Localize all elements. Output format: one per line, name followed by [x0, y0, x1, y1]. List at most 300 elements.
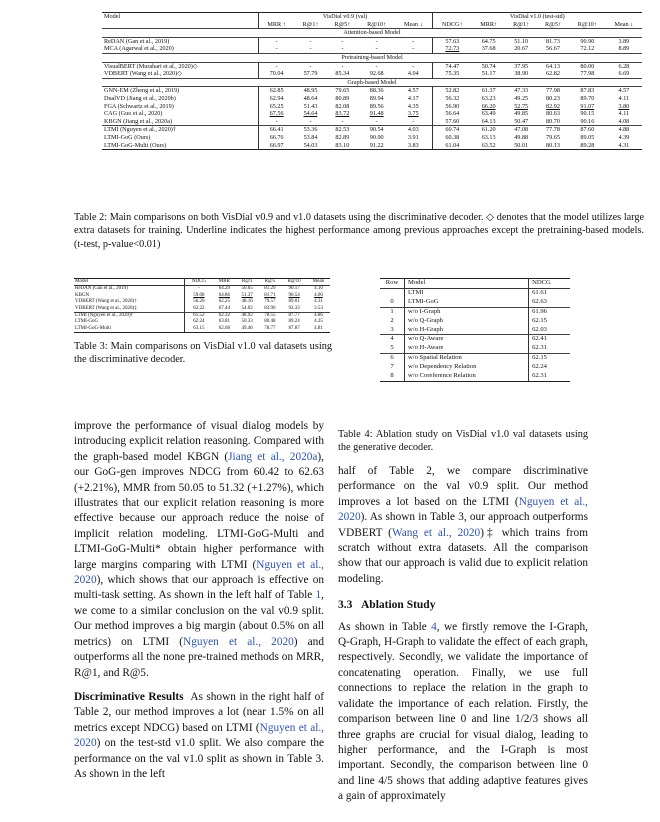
model-name: DualVD (Jiang et al., 2020b) — [102, 95, 258, 103]
model-name: w/o Q-Graph — [405, 317, 529, 326]
table-row — [74, 326, 330, 333]
table-row — [380, 317, 570, 326]
cell-value: 77.78 — [537, 126, 569, 134]
cell-value: - — [375, 62, 378, 70]
model-name: LTMI-GoG — [74, 319, 184, 325]
right-column — [338, 464, 588, 805]
cell-value: 4.00 — [314, 292, 323, 298]
section-title: Ablation Study — [361, 599, 436, 612]
cell-value: 66.41 — [258, 126, 294, 134]
cell-value: 48.64 — [303, 94, 318, 102]
cell-value: - — [375, 45, 378, 53]
col-header: R@1↑ — [302, 20, 319, 28]
table-3-caption: Table 3: Main comparisons on VisDial v1.0 val datasets using the discriminative decoder. — [74, 341, 332, 366]
col-header: R@5↑ — [545, 20, 562, 28]
cell-value: - — [309, 62, 312, 70]
text-run: As shown in Table — [338, 620, 432, 633]
table-4 — [380, 278, 570, 382]
model-name: w/o Coreference Relation — [405, 372, 529, 381]
ndcg-value: 62.31 — [532, 344, 547, 352]
cell-value: 4.57 — [618, 87, 630, 95]
cell-value: 4.57 — [395, 87, 432, 95]
col-header: Mean — [307, 279, 330, 286]
col-header: R@5↑ — [334, 20, 351, 28]
row-number: 6 — [380, 354, 405, 363]
cell-value: 89.01 — [288, 299, 300, 305]
row-number: 4 — [380, 335, 405, 344]
cell-value: 4.17 — [395, 95, 432, 103]
cell-value: 90.16 — [580, 117, 595, 125]
section-title: Attention-based Model — [102, 29, 642, 38]
model-name: w/o Dependency Relation — [405, 363, 529, 372]
discriminative-results-heading: Discriminative Results — [74, 690, 184, 703]
cell-value: 50.74 — [481, 62, 496, 70]
cell-value: 63.13 — [481, 133, 496, 141]
cell-value: 49.25 — [514, 94, 529, 102]
cell-value: 62.85 — [269, 87, 284, 95]
cell-value: 92.68 — [369, 70, 384, 78]
cell-value: 82.89 — [335, 133, 350, 141]
table-row — [102, 142, 642, 150]
table-4-grid — [380, 278, 570, 382]
ndcg-value: 62.63 — [532, 297, 547, 305]
cell-value: 83.72 — [335, 110, 350, 118]
cell-value: 91.48 — [369, 110, 384, 118]
cell-value: 70.04 — [269, 70, 284, 78]
table-2-grid — [102, 12, 642, 150]
cell-value: - — [395, 45, 432, 53]
col-header: NDCG — [184, 279, 213, 286]
cell-value: - — [275, 45, 278, 53]
col-header: MRR — [213, 279, 236, 286]
cell-value: 82.08 — [335, 102, 350, 110]
model-name: KBGN (Jiang et al., 2020a) — [102, 118, 258, 126]
cell-value: 53.84 — [303, 133, 318, 141]
cell-value: 52.82 — [445, 87, 460, 95]
citation-link[interactable]: Nguyen et al., 2020 — [74, 558, 324, 587]
cell-value: 4.11 — [618, 110, 630, 118]
table-3-grid — [74, 278, 330, 333]
cell-value: 50.01 — [505, 142, 537, 150]
cell-value: 88.36 — [369, 87, 384, 95]
cell-value: 85.34 — [335, 70, 350, 78]
cell-value: - — [309, 37, 312, 45]
table-row — [74, 313, 330, 320]
cell-value: 4.31 — [606, 142, 642, 150]
cell-value: 54.03 — [295, 142, 327, 150]
cell-value: 61.37 — [481, 87, 496, 95]
cell-value: 3.91 — [395, 134, 432, 142]
text-run: , we firstly remove the I-Graph, Q-Graph, H-Graph to validate the effect of each graph, respectively. Secondly, we validate the importance of concatenating operation. Finally, we use full connections to replace the relation in the graph to validate the importance of each relation. Firstly, the comparison between line 0 and line 1/2/3 shows all three graphs are crucial for visual dialog, leading to higher performance, and the I-Graph is most important. Secondly, the comparison between line 0 and line 4/5 shows that adding adaptive features gives a gain of approximately — [338, 620, 588, 803]
cell-value: - — [198, 286, 200, 292]
cell-value: 62.82 — [546, 70, 560, 78]
model-name: VisualBERT (Murahari et al., 2020)◇ — [102, 62, 258, 70]
model-header: Model — [102, 13, 258, 29]
ndcg-value: 61.96 — [529, 307, 570, 316]
model-name: w/o I-Graph — [405, 307, 529, 316]
table-row — [380, 354, 570, 363]
table-row — [102, 87, 642, 95]
col-header: Model — [405, 279, 529, 289]
section-title: Graph-based Model — [102, 78, 642, 87]
cell-value: 56.64 — [445, 110, 460, 118]
table-row — [380, 344, 570, 353]
cell-value: 90.54 — [288, 292, 300, 298]
section-row — [102, 78, 642, 87]
cell-value: 63.15 — [184, 326, 213, 333]
cell-value: 4.10 — [314, 286, 323, 292]
table-row — [102, 70, 642, 78]
cell-value: 56.32 — [445, 94, 460, 102]
table-row — [74, 286, 330, 293]
group-v10-header: VisDial v1.0 (test-std) — [432, 13, 642, 21]
cell-value: 51.10 — [514, 37, 529, 45]
model-name: ReDAN (Gan et al., 2019) — [102, 37, 258, 45]
citation-link[interactable]: Nguyen et al., 2020 — [338, 495, 588, 524]
cell-value: 83.10 — [326, 142, 358, 150]
cell-value: 62.24 — [193, 319, 205, 325]
table-row — [74, 306, 330, 313]
cell-value: - — [309, 45, 312, 53]
model-name: CAG (Guo et al., 2020) — [102, 110, 258, 118]
cell-value: 64.86 — [218, 292, 230, 298]
cell-value: 66.97 — [258, 142, 294, 150]
cell-value: 91.22 — [358, 142, 395, 150]
cell-value: 64.75 — [481, 37, 496, 45]
model-name: w/o H-Aware — [405, 344, 529, 353]
cell-value: - — [375, 37, 378, 45]
cell-value: 52.75 — [514, 102, 529, 110]
cell-value: 3.80 — [618, 102, 630, 110]
cell-value: 79.65 — [546, 133, 560, 141]
cell-value: - — [341, 62, 344, 70]
model-name: KBGN — [74, 293, 184, 299]
col-header: MRR↑ — [480, 20, 498, 28]
cell-value: 89.05 — [580, 133, 595, 141]
cell-value: 3.83 — [395, 142, 432, 150]
table-row — [380, 288, 570, 297]
cell-value: 80.13 — [537, 142, 569, 150]
cell-value: 61.04 — [432, 142, 472, 150]
col-header: MRR ↑ — [267, 20, 286, 28]
cell-value: - — [395, 37, 432, 45]
cell-value: - — [395, 62, 432, 70]
text-run: half of Table 2, we compare discriminative performance on the val v0.9 split. Our method improves a lot based on the LTMI ( — [338, 465, 588, 508]
section-row — [102, 53, 642, 62]
citation-link[interactable]: Nguyen et al., 2020 — [74, 721, 324, 750]
cell-value: 4.39 — [618, 133, 630, 141]
table-row — [102, 134, 642, 142]
cell-value: 63.22 — [193, 305, 205, 311]
cell-value: 54.64 — [303, 110, 318, 118]
cell-value: 51.43 — [303, 102, 318, 110]
cell-value: 80.89 — [335, 94, 350, 102]
section-title: Pretraining-based Model — [102, 53, 642, 62]
citation-link[interactable]: 4 — [431, 620, 437, 633]
cell-value: 80.63 — [546, 110, 560, 118]
ndcg-value: 62.15 — [532, 316, 547, 324]
model-name: FGA (Schwartz et al., 2019) — [102, 103, 258, 111]
right-paragraph-1 — [338, 464, 588, 587]
ndcg-value: 62.24 — [532, 363, 547, 371]
col-header: R@5 — [259, 279, 282, 286]
table-row — [380, 298, 570, 307]
table-row — [380, 363, 570, 372]
cell-value: 81.73 — [546, 37, 560, 45]
left-column — [74, 419, 324, 782]
cell-value: 53.36 — [295, 126, 327, 134]
cell-value: - — [275, 117, 278, 125]
table-row — [102, 103, 642, 111]
ndcg-value: 62.03 — [532, 325, 547, 333]
cell-value: 49.85 — [514, 110, 529, 118]
cell-value: 74.47 — [445, 62, 460, 70]
cell-value: 82.92 — [546, 102, 560, 110]
cell-value: 37.68 — [481, 45, 496, 53]
cell-value: 82.53 — [326, 126, 358, 134]
cell-value: 89.28 — [569, 142, 606, 150]
text-run: improve the performance of visual dialog models by introducing explicit relation reasoning. Compared with the graph-based model KBGN ( — [74, 420, 324, 463]
cell-value: 60.74 — [432, 126, 472, 134]
cell-value: 90.15 — [580, 110, 595, 118]
cell-value: 89.94 — [369, 94, 384, 102]
cell-value: - — [341, 45, 344, 53]
cell-value: 80.23 — [546, 94, 560, 102]
cell-value: 4.88 — [606, 126, 642, 134]
cell-value: 57.79 — [303, 70, 318, 78]
cell-value: 90.90 — [580, 37, 595, 45]
row-number: 7 — [380, 363, 405, 372]
model-name: VDBERT (Wang et al., 2020)† — [74, 299, 184, 305]
text-run: ) and outperforms all the none pre-trained methods on MRR, R@1, and R@5. — [74, 635, 324, 679]
table-row — [380, 307, 570, 316]
cell-value: 50.65 — [241, 286, 253, 292]
row-number: 8 — [380, 372, 405, 381]
col-header: Row — [380, 279, 405, 289]
group-v09-header: VisDial v0.9 (val) — [258, 13, 432, 21]
model-name: LTMI-GoG-Multi (Ours) — [102, 142, 258, 150]
cell-value: 4.11 — [618, 94, 630, 102]
cell-value: 59.08 — [193, 292, 205, 298]
table-row — [102, 110, 642, 118]
model-name: LTMI (Nguyen et al., 2020)† — [102, 126, 258, 134]
col-header: R@10↑ — [577, 20, 597, 28]
cell-value: 64.13 — [481, 117, 496, 125]
citation-link[interactable]: 1 — [315, 589, 322, 602]
row-number: 1 — [380, 307, 405, 316]
cell-value: 49.46 — [236, 326, 259, 333]
col-header: Mean ↓ — [614, 20, 634, 28]
text-run: As shown in the right half of Table 2, our method improves a lot (near 1.5% on all metrics except NDCG) based on LTMI ( — [74, 690, 324, 734]
row-number: 2 — [380, 317, 405, 326]
model-name: MCA (Agarwal et al., 2020) — [102, 45, 258, 53]
citation-link[interactable]: Nguyen et al., 2020 — [183, 635, 294, 648]
cell-value: 48.95 — [303, 87, 318, 95]
cell-value: 4.81 — [307, 326, 330, 333]
table-row — [102, 126, 642, 134]
right-paragraph-2 — [338, 620, 588, 805]
model-name: w/o H-Graph — [405, 326, 529, 335]
cell-value: 66.76 — [269, 133, 284, 141]
cell-value: 20.67 — [514, 45, 529, 53]
table-4-caption: Table 4: Ablation study on VisDial v1.0 val datasets using the generative decoder. — [338, 429, 588, 454]
cell-value: 72.12 — [580, 45, 595, 53]
col-header: Mean ↓ — [395, 21, 432, 29]
cell-value: 80.00 — [580, 62, 595, 70]
table-row — [102, 95, 642, 103]
cell-value: 37.95 — [514, 62, 529, 70]
cell-value: 66.20 — [481, 102, 496, 110]
cell-value: 72.73 — [445, 45, 460, 53]
cell-value: 89.24 — [288, 319, 300, 325]
cell-value: 51.37 — [241, 292, 253, 298]
cell-value: 62.32 — [213, 313, 236, 320]
row-number: 0 — [380, 298, 405, 307]
cell-value: 63.49 — [481, 110, 496, 118]
text-run: ) on the test-std v1.0 split. We also compare the performance on the val v1.0 split as shown in Table 3. As shown in the left — [74, 737, 324, 780]
cell-value: 83.96 — [264, 305, 276, 311]
cell-value: 3.75 — [395, 110, 432, 118]
model-name: ReDAN (Gan et al., 2019) — [74, 286, 184, 293]
cell-value: 48.92 — [236, 313, 259, 320]
cell-value: 64.13 — [546, 62, 560, 70]
model-name: LTMI — [405, 288, 529, 297]
cell-value: 4.31 — [314, 299, 323, 305]
cell-value: - — [341, 37, 344, 45]
cell-value: - — [395, 118, 432, 126]
table-3 — [74, 278, 330, 333]
col-header: R@1 — [236, 279, 259, 286]
cell-value: 77.98 — [546, 87, 560, 95]
col-header: Model — [74, 279, 184, 286]
cell-value: 61.20 — [472, 126, 505, 134]
cell-value: 56.90 — [445, 102, 460, 110]
cell-value: 89.56 — [369, 102, 384, 110]
cell-value: 3.53 — [314, 305, 323, 311]
cell-value: 67.44 — [218, 305, 230, 311]
table-2 — [102, 12, 642, 150]
cell-value: - — [275, 62, 278, 70]
cell-value: 63.52 — [472, 142, 505, 150]
cell-value: 62.68 — [213, 326, 236, 333]
cell-value: 4.04 — [395, 70, 432, 78]
model-name: w/o Spatial Relation — [405, 354, 529, 363]
col-header: NDCG↑ — [441, 20, 463, 28]
text-run: , we come to a similar conclusion on the val v0.9 split. Our method improves a big margin (about 0.5% on all metrics) on LTMI ( — [74, 589, 324, 648]
cell-value: - — [341, 117, 344, 125]
cell-value: 87.60 — [569, 126, 606, 134]
cell-value: - — [275, 37, 278, 45]
cell-value: 51.17 — [481, 70, 496, 78]
cell-value: 92.33 — [288, 305, 300, 311]
cell-value: 90.17 — [288, 286, 300, 292]
table-row — [102, 45, 642, 53]
cell-value: 78.55 — [259, 313, 282, 320]
cell-value: 90.90 — [369, 133, 384, 141]
cell-value: 4.35 — [314, 319, 323, 325]
cell-value: 67.56 — [269, 110, 284, 118]
citation-link[interactable]: Jiang et al., 2020a — [228, 450, 318, 463]
cell-value: 91.07 — [580, 102, 595, 110]
cell-value: 80.70 — [546, 117, 560, 125]
col-header: R@1↑ — [513, 20, 530, 28]
cell-value: 61.52 — [184, 313, 213, 320]
model-name: LTMI (Nguyen et al., 2020)† — [74, 313, 184, 320]
table-row — [102, 118, 642, 126]
cell-value: 6.69 — [618, 70, 630, 78]
cell-value: 56.20 — [193, 299, 205, 305]
cell-value: 90.54 — [358, 126, 395, 134]
row-number: 5 — [380, 344, 405, 353]
cell-value: 54.02 — [241, 305, 253, 311]
table-row — [102, 62, 642, 70]
cell-value: 62.94 — [269, 94, 284, 102]
text-run: ), which shows that our approach is effective on multi-task setting. As shown in the left half of Table — [74, 574, 324, 602]
cell-value: 77.98 — [580, 70, 595, 78]
cell-value: 63.23 — [481, 94, 496, 102]
col-header: R@10 — [281, 279, 307, 286]
cell-value: 64.29 — [218, 286, 230, 292]
section-row — [102, 29, 642, 38]
cell-value: 4.35 — [395, 103, 432, 111]
cell-value: 75.35 — [445, 70, 460, 78]
row-number — [380, 288, 405, 297]
cell-value: - — [375, 117, 378, 125]
row-number: 3 — [380, 326, 405, 335]
model-name: VDBERT (Wang et al., 2020)◇ — [102, 70, 258, 78]
cell-value: 87.83 — [580, 87, 595, 95]
cell-value: 6.28 — [618, 62, 630, 70]
table-row — [380, 372, 570, 381]
model-name: VDBERT (Wang et al., 2020)‡ — [74, 306, 184, 313]
cell-value: 4.08 — [618, 117, 630, 125]
ndcg-value: 62.41 — [529, 335, 570, 344]
cell-value: 87.87 — [281, 326, 307, 333]
cell-value: 81.29 — [264, 286, 276, 292]
table-2-caption: Table 2: Main comparisons on both VisDial v0.9 and v1.0 datasets using the discriminative decoder. ◇ denotes that the model utilizes large extra datasets for training. Underline indicates the highest performance among previous approaches except the pretraining-based models. (t-test, p-value<0.01) — [74, 212, 644, 250]
cell-value: 50.33 — [241, 319, 253, 325]
cell-value: 87.77 — [281, 313, 307, 320]
model-name: LTMI-GoG-Multi — [74, 326, 184, 333]
model-name: GNN-EM (Zheng et al., 2019) — [102, 87, 258, 95]
cell-value: 80.48 — [264, 319, 276, 325]
table-row — [380, 326, 570, 335]
left-paragraph-1 — [74, 419, 324, 681]
cell-value: 89.70 — [580, 94, 595, 102]
text-run: )‡ which trains from scratch without extra datasets. All the comparison show that our approach is valid due to explicit relation modeling. — [338, 526, 588, 585]
model-name: w/o Q-Aware — [405, 335, 529, 344]
ndcg-value: 62.31 — [529, 372, 570, 381]
cell-value: 81.71 — [264, 292, 276, 298]
cell-value: 78.77 — [259, 326, 282, 333]
cell-value: 56.67 — [546, 45, 560, 53]
text-run: ). As shown in Table 3, our approach outperforms VDBERT ( — [338, 511, 588, 539]
section-number: 3.3 — [338, 599, 353, 612]
cell-value: 79.57 — [264, 299, 276, 305]
left-paragraph-2 — [74, 690, 324, 782]
model-name: LTMI-GoG (Ours) — [102, 134, 258, 142]
model-name: LTMI-GoG — [405, 298, 529, 307]
cell-value: 62.25 — [218, 299, 230, 305]
citation-link[interactable]: Wang et al., 2020 — [391, 526, 481, 539]
cell-value: 50.47 — [514, 117, 529, 125]
table-row — [380, 335, 570, 344]
cell-value: 4.86 — [307, 313, 330, 320]
cell-value: 47.08 — [505, 126, 537, 134]
cell-value: 57.60 — [445, 117, 460, 125]
cell-value: 4.03 — [395, 126, 432, 134]
cell-value: 79.65 — [335, 87, 350, 95]
